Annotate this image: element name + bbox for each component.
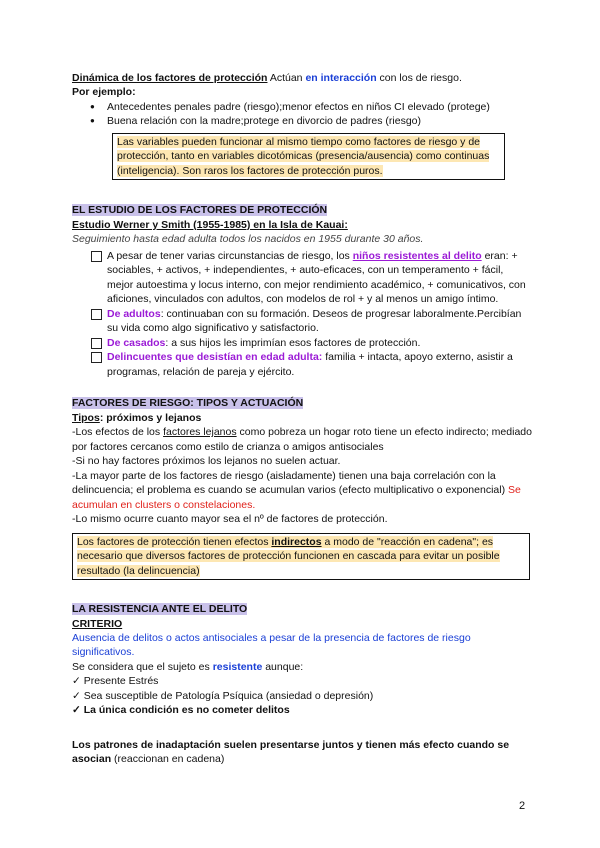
study-subheading: Estudio Werner y Smith (1955-1985) en la Isla de Kauai: <box>72 218 348 231</box>
intro-text: Actúan <box>267 72 306 84</box>
checkbox-icon[interactable] <box>91 309 102 320</box>
example-list <box>72 100 532 129</box>
study-subtitle: Seguimiento hasta edad adulta todos los nacidos en 1955 durante 30 años. <box>72 233 424 246</box>
risk-note-box: Los factores de protección tienen efectos indirectos a modo de "reacción en cadena"; es necesario que diversos factores de protección funcionen en cascada para evitar un posible resultado (la delincuencia) <box>72 533 530 580</box>
checkbox-icon[interactable] <box>91 338 102 349</box>
types-line: Tipos: próximos y lejanos <box>72 411 202 424</box>
section-heading-study: EL ESTUDIO DE LOS FACTORES DE PROTECCIÓN <box>72 204 328 217</box>
checkbox-icon[interactable] <box>91 251 102 262</box>
item-key: De casados <box>107 336 166 349</box>
criterio-definition: Ausencia de delitos o actos antisociales a pesar de la presencia de factores de riesgo significativos. <box>72 631 471 659</box>
risk-line-2: -Si no hay factores próximos los lejanos no suelen actuar. <box>72 455 341 468</box>
section-heading-resistance: LA RESISTENCIA ANTE EL DELITO <box>72 603 248 616</box>
item-key: Delincuentes que desistían en edad adulta: <box>107 351 323 364</box>
note-text: Las variables pueden funcionar al mismo tiempo como factores de riesgo y de protección, tanto en variables dicotómicas (presencia/ausencia) como continuas (inteligencia). Son raros los factores de protección puros. <box>117 135 490 177</box>
intro-title: Dinámica de los factores de protección <box>72 72 268 84</box>
item-key: niños resistentes al delito <box>352 249 482 262</box>
checklist-item: A pesar de tener varias circunstancias de riesgo, los niños resistentes al delito eran: + sociables, + activos, + independientes, + auto-eficaces, con un temperamento + fácil, mejor autoestima y locus interno, con mejor rendimiento académico, + comunicativos, con aficiones, vinculados con adultos, con modelos de rol + y al menos un amigo íntimo. <box>72 249 532 307</box>
check-item: ✓ La única condición es no cometer delitos <box>72 704 290 717</box>
checklist-item: Delincuentes que desistían en edad adulta: familia + intacta, apoyo externo, asistir a programas, relación de pareja y ejército. <box>72 350 532 379</box>
risk-line-4: -Lo mismo ocurre cuanto mayor sea el nº de factores de protección. <box>72 513 388 526</box>
list-item: ● Antecedentes penales padre (riesgo);menor efectos en niños CI elevado (protege) <box>72 100 532 114</box>
checklist-item: De adultos: continuaban con su formación. Deseos de progresar laboralmente.Percibían su vida como algo significativo y satisfactorio. <box>72 307 532 336</box>
intro-paragraph <box>72 71 532 85</box>
section-heading-risk: FACTORES DE RIESGO: TIPOS Y ACTUACIÓN <box>72 397 304 410</box>
document-page <box>72 71 532 767</box>
final-paragraph: Los patrones de inadaptación suelen presentarse juntos y tienen más efecto cuando se asocian (reaccionan en cadena) <box>72 738 510 766</box>
item-key: De adultos <box>107 307 161 320</box>
check-item: ✓ Presente Estrés <box>72 675 159 688</box>
check-item: ✓ Sea susceptible de Patología Psíquica (ansiedad o depresión) <box>72 689 374 702</box>
checklist-item: De casados: a sus hijos les imprimían esos factores de protección. <box>72 336 532 350</box>
intro-highlight: en interacción <box>305 72 377 84</box>
list-item: ● Buena relación con la madre;protege en divorcio de padres (riesgo) <box>72 114 532 128</box>
note-box <box>112 133 505 180</box>
risk-line-1: -Los efectos de los factores lejanos como pobreza un hogar roto tiene un efecto indirecto; mediado por factores cercanos como estilo de crianza o amigos antisociales <box>72 426 532 453</box>
consider-line: Se considera que el sujeto es resistente aunque: <box>72 660 304 673</box>
page-number: 2 <box>519 800 526 812</box>
intro-text-end: con los de riesgo. <box>376 72 462 84</box>
checkbox-icon[interactable] <box>91 352 102 363</box>
example-label: Por ejemplo: <box>72 86 136 99</box>
criterio-label: CRITERIO <box>72 617 123 630</box>
risk-line-3: -La mayor parte de los factores de riesgo (aisladamente) tienen una baja correlación con la delincuencia; el problema es cuando se acumulan varios (efecto multiplicativo o exponencial) Se acumulan en clusters o constelaciones. <box>72 469 521 511</box>
